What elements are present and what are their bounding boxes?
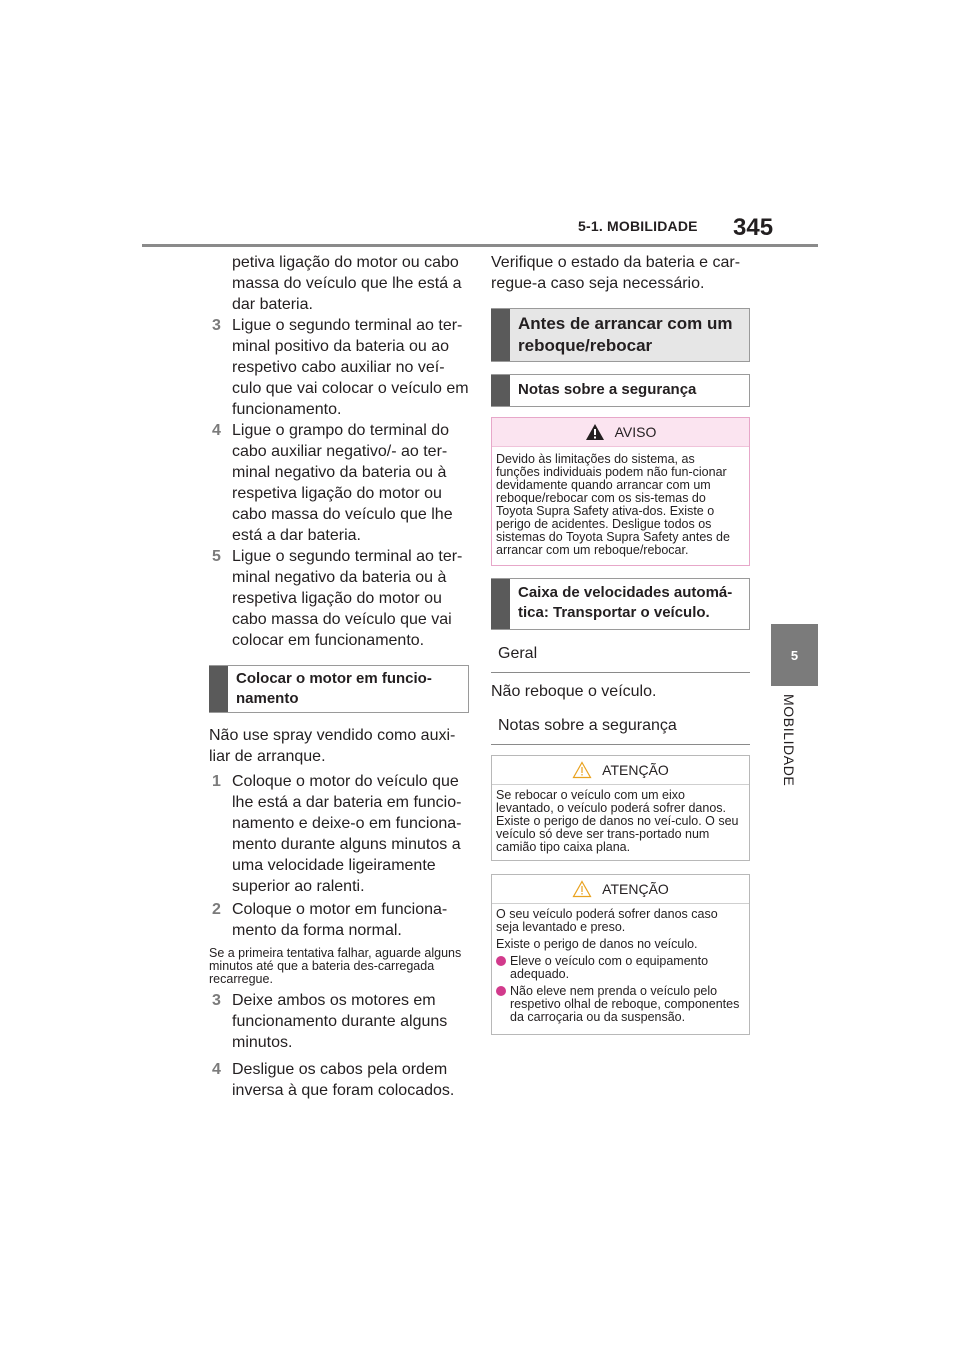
step-item [209, 899, 469, 941]
step-item [209, 546, 469, 651]
heading-bar [491, 309, 510, 361]
page-number: 345 [733, 214, 774, 241]
heading-bar [491, 579, 510, 629]
main-heading-towing [491, 308, 750, 362]
step-text: Ligue o segundo terminal ao ter-minal negativo da bateria ou à respetiva ligação do motor ou cabo massa do veículo que vai colocar em funcionamento. [232, 548, 463, 649]
intro-text: Verifique o estado da bateria e car-regue-a caso seja necessário. [491, 254, 741, 292]
bullet-item [496, 955, 741, 981]
right-column [491, 252, 750, 1035]
intro-text: Não use spray vendido como auxi-liar de arranque. [209, 727, 456, 765]
step-text: Deixe ambos os motores em funcionamento durante alguns minutos. [232, 992, 448, 1051]
step-item [209, 771, 469, 897]
caution-box-header [492, 756, 749, 785]
heading-text: Colocar o motor em funcio-namento [236, 670, 432, 707]
heading-bar [209, 666, 228, 712]
note-text: Se a primeira tentativa falhar, aguarde alguns minutos até que a bateria des-carregada recarregue. [209, 946, 462, 986]
caution-paragraph: Existe o perigo de danos no veículo. [496, 937, 698, 951]
heading-text: Notas sobre a segurança [518, 381, 697, 398]
left-column [209, 252, 469, 1101]
bullet-dot-icon [496, 956, 506, 966]
step-item [209, 420, 469, 546]
step-number: 1 [212, 773, 221, 790]
step-text: Ligue o segundo terminal ao ter-minal positivo da bateria ou ao respetivo cabo auxiliar no veí-culo que vai colocar o veículo em funcionamento. [232, 317, 469, 418]
warning-box-header [492, 418, 749, 447]
step-item [209, 990, 469, 1053]
step-number: 4 [212, 422, 221, 439]
caution-triangle-icon [572, 761, 592, 779]
section-heading-gearbox [491, 578, 750, 630]
step-item [209, 1059, 469, 1101]
step-number: 2 [212, 901, 221, 918]
step-number: 3 [212, 992, 221, 1009]
caution-body [492, 904, 749, 1034]
chapter-number: 5 [790, 647, 799, 663]
warning-triangle-icon [585, 423, 605, 441]
step-text: Ligue o grampo do terminal do cabo auxiliar negativo/- ao ter-minal negativo da bateria ou à respetiva ligação do motor ou cabo massa do veículo que lhe está a dar bateria. [232, 422, 453, 544]
general-text: Não reboque o veículo. [491, 683, 657, 700]
warning-title: AVISO [614, 424, 657, 440]
section-heading-safety [491, 374, 750, 407]
heading-text: Caixa de velocidades automá-tica: Transportar o veículo. [518, 584, 733, 621]
chapter-tab [771, 624, 818, 686]
warning-box [491, 417, 750, 566]
caution-box-header [492, 875, 749, 904]
caution-paragraph: O seu veículo poderá sofrer danos caso seja levantado e preso. [496, 907, 718, 934]
section-heading-start-engine [209, 665, 469, 713]
step-continuation [209, 252, 469, 315]
bullet-text: Eleve o veículo com o equipamento adequado. [510, 954, 709, 981]
subheading-safety: Notas sobre a segurança [491, 712, 750, 745]
caution-text: Se rebocar o veículo com um eixo levantado, o veículo poderá sofrer danos. Existe o perigo de danos no veí-culo. O seu veículo só deve ser trans-portado num camião tipo caixa plana. [496, 788, 739, 854]
section-header: 5-1. MOBILIDADE [578, 218, 698, 234]
subheading-general: Geral [491, 640, 750, 673]
step-text: Coloque o motor do veículo que lhe está a dar bateria em funcio-namento e deixe-o em funciona-mento durante alguns minutos a uma velocidade ligeiramente superior ao ralenti. [232, 773, 462, 895]
warning-text: Devido às limitações do sistema, as funções individuais podem não fun-cionar devidamente quando arrancar com um reboque/rebocar com os sis-temas do Toyota Supra Safety ativa-dos. Existe o perigo de acidentes. Desligue todos os sistemas do Toyota Supra Safety antes de arrancar com um reboque/rebocar. [496, 452, 730, 557]
caution-box [491, 874, 750, 1035]
bullet-item [496, 985, 741, 1024]
step-item [209, 315, 469, 420]
step-number: 3 [212, 317, 221, 334]
step-number: 5 [212, 548, 221, 565]
step-text: Coloque o motor em funciona-mento da forma normal. [232, 901, 448, 939]
step-number: 4 [212, 1061, 221, 1078]
bullet-dot-icon [496, 986, 506, 996]
heading-text: Antes de arrancar com um reboque/rebocar [518, 314, 733, 355]
caution-triangle-icon [572, 880, 592, 898]
bullet-text: Não eleve nem prenda o veículo pelo respetivo olhal de reboque, componentes da carroçaria ou da suspensão. [510, 984, 740, 1024]
header-rule [142, 244, 818, 247]
step-text: petiva ligação do motor ou cabo massa do veículo que lhe está a dar bateria. [232, 254, 462, 313]
chapter-label: MOBILIDADE [781, 694, 797, 787]
heading-bar [491, 375, 510, 406]
caution-title: ATENÇÃO [602, 762, 669, 778]
caution-title: ATENÇÃO [602, 881, 669, 897]
caution-box [491, 755, 750, 861]
step-text: Desligue os cabos pela ordem inversa à que foram colocados. [232, 1061, 455, 1099]
